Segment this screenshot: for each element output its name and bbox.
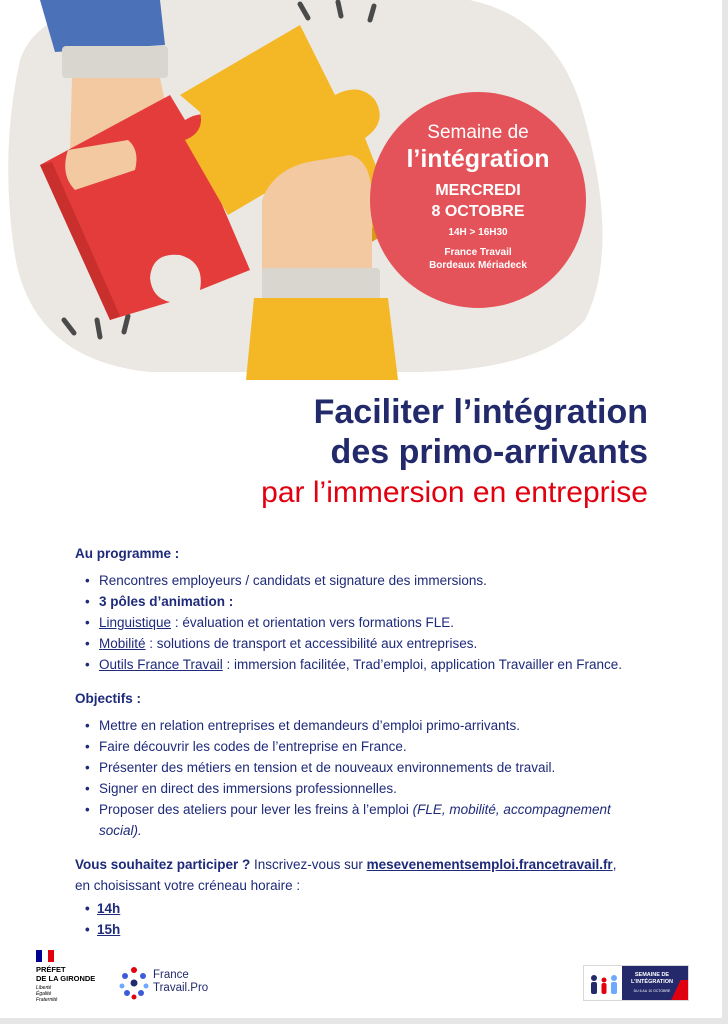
yellow-sleeve — [246, 298, 398, 380]
headline-line2: des primo-arrivants — [330, 433, 648, 471]
slot-15h-link[interactable]: • 15h — [97, 919, 635, 940]
badge-date: 8 OCTOBRE — [431, 203, 525, 220]
programme-list — [75, 570, 635, 675]
objectifs-title: Objectifs : — [75, 691, 142, 706]
outils-link[interactable]: Outils France Travail — [99, 657, 223, 672]
headline — [261, 392, 648, 512]
badge-line2: l’intégration — [406, 145, 550, 173]
people-icon — [586, 966, 622, 1000]
slot-14h-link[interactable]: • 14h — [97, 898, 635, 919]
headline-line1: Faciliter l’intégration — [313, 393, 648, 431]
france-travail-dots-icon — [118, 966, 150, 1000]
puzzle-hands-illustration — [0, 0, 728, 380]
list-item: • Présenter des métiers en tension et de nouveaux environnements de travail. — [99, 757, 635, 778]
badge-day: MERCREDI — [435, 182, 521, 199]
objectifs-list — [75, 715, 635, 841]
mobilite-link[interactable]: Mobilité — [99, 636, 146, 651]
badge-place2: Bordeaux Mériadeck — [429, 260, 527, 271]
blue-sleeve — [40, 0, 165, 52]
cta-text: Vous souhaitez participer ? Inscrivez-vous sur mesevenementsemploi.francetravail.fr, en choisissant votre créneau horaire : — [75, 857, 617, 893]
badge-line1: Semaine de — [427, 122, 529, 143]
registration-link[interactable]: mesevenementsemploi.francetravail.fr — [366, 857, 613, 872]
list-item: • Mobilité : solutions de transport et accessibilité aux entreprises. — [99, 633, 635, 654]
linguistique-link[interactable]: Linguistique — [99, 615, 172, 630]
semaine-integration-logo: SEMAINE DE L’INTÉGRATION DU 6 AU 10 OCTOBRE — [583, 965, 689, 1001]
slot-list — [75, 898, 635, 940]
badge-time: 14H > 16H30 — [448, 227, 508, 238]
list-item: • Outils France Travail : immersion facilitée, Trad’emploi, application Travailler en France. — [99, 654, 635, 675]
badge-place1: France Travail — [444, 247, 512, 258]
content — [75, 543, 635, 940]
cuff-right — [262, 268, 380, 300]
cta-question: Vous souhaitez participer ? — [75, 857, 251, 872]
list-item: • 3 pôles d’animation : — [99, 591, 635, 612]
list-item: • Mettre en relation entreprises et demandeurs d’emploi primo-arrivants. — [99, 715, 635, 736]
prefet-logo: PRÉFET DE LA GIRONDE Liberté Égalité Fraternité — [36, 950, 116, 1003]
france-travail-pro-logo: France Travail.Pro — [118, 966, 150, 1000]
cuff-left — [62, 46, 168, 78]
list-item: • Signer en direct des immersions professionnelles. — [99, 778, 635, 799]
french-flag-icon — [36, 950, 54, 962]
list-item: • Faire découvrir les codes de l’entreprise en France. — [99, 736, 635, 757]
list-item: • Linguistique : évaluation et orientation vers formations FLE. — [99, 612, 635, 633]
programme-title: Au programme : — [75, 546, 180, 561]
list-item: • Proposer des ateliers pour lever les freins à l’emploi (FLE, mobilité, accompagnement social). — [99, 799, 635, 841]
headline-line3: par l’immersion en entreprise — [261, 476, 648, 509]
event-badge — [371, 112, 585, 288]
list-item: • Rencontres employeurs / candidats et signature des immersions. — [99, 570, 635, 591]
